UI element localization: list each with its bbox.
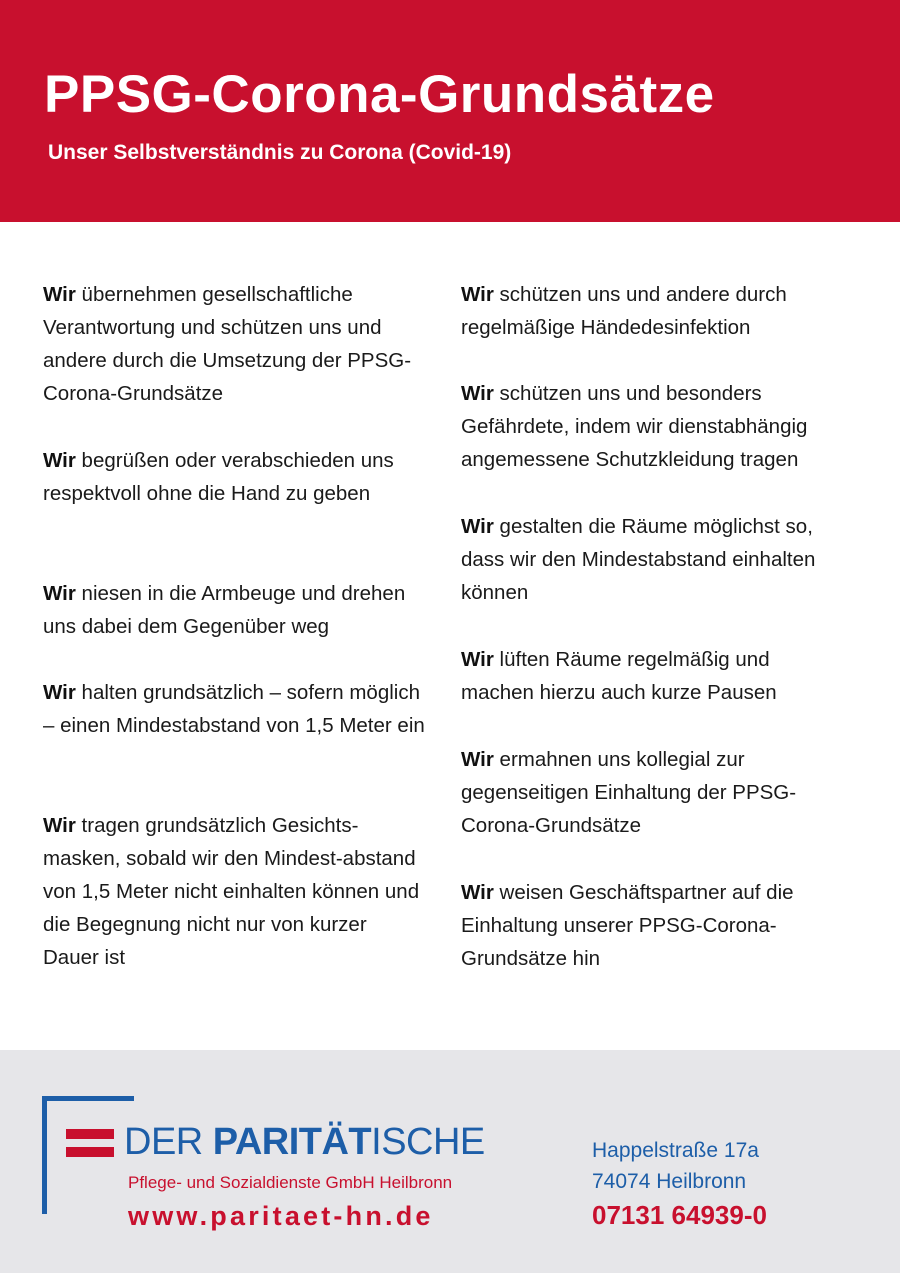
logo-equals-bar-icon bbox=[66, 1129, 114, 1139]
principle-text: weisen Geschäftspartner auf die Einhaltung unserer PPSG-Corona-Grundsätze hin bbox=[461, 881, 794, 970]
brand-bold: PARITÄT bbox=[212, 1121, 372, 1163]
page-subtitle: Unser Selbstverständnis zu Corona (Covid-19) bbox=[48, 141, 512, 164]
principle-keyword: Wir bbox=[461, 515, 494, 538]
brand-wordmark bbox=[124, 1118, 485, 1166]
company-name: Pflege- und Sozialdienste GmbH Heilbronn bbox=[128, 1173, 453, 1192]
principle-text: ermahnen uns kollegial zur gegenseitigen Einhaltung der PPSG-Corona-Grundsätze bbox=[461, 748, 797, 837]
brand-suffix: ISCHE bbox=[371, 1121, 485, 1163]
principle-item bbox=[461, 743, 841, 842]
principle-item bbox=[43, 676, 433, 742]
principle-text: schützen uns und besonders Gefährdete, indem wir dienstabhängig angemessene Schutzkleidung tragen bbox=[461, 382, 808, 471]
principle-text: halten grundsätzlich – sofern möglich – einen Mindestabstand von 1,5 Meter ein bbox=[43, 681, 425, 737]
principle-keyword: Wir bbox=[461, 648, 494, 671]
principle-text: übernehmen gesellschaftliche Verantwortung und schützen uns und andere durch die Umsetzung der PPSG-Corona-Grundsätze bbox=[43, 283, 412, 405]
principle-keyword: Wir bbox=[43, 449, 76, 472]
page-title: PPSG-Corona-Grundsätze bbox=[44, 65, 715, 124]
header-banner bbox=[0, 0, 900, 222]
principle-item bbox=[461, 278, 861, 344]
principle-item bbox=[43, 278, 443, 410]
principle-item bbox=[461, 377, 871, 476]
principle-item bbox=[461, 643, 841, 709]
principle-keyword: Wir bbox=[43, 681, 76, 704]
logo-equals-bar-icon bbox=[66, 1147, 114, 1157]
principle-keyword: Wir bbox=[461, 283, 494, 306]
principle-item bbox=[461, 876, 861, 975]
principle-keyword: Wir bbox=[43, 814, 76, 837]
principle-item bbox=[43, 809, 428, 974]
principle-text: tragen grundsätzlich Gesichts-masken, sobald wir den Mindest-abstand von 1,5 Meter nicht einhalten können und die Begegnung nicht nur von kurzer Dauer ist bbox=[43, 814, 420, 969]
principle-keyword: Wir bbox=[43, 582, 76, 605]
principle-text: begrüßen oder verabschieden uns respektvoll ohne die Hand zu geben bbox=[43, 449, 394, 505]
principle-keyword: Wir bbox=[461, 382, 494, 405]
website-link[interactable]: www.paritaet-hn.de bbox=[128, 1201, 434, 1231]
principle-text: gestalten die Räume möglichst so, dass wir den Mindestabstand einhalten können bbox=[461, 515, 816, 604]
principle-item bbox=[43, 444, 413, 510]
principle-text: niesen in die Armbeuge und drehen uns dabei dem Gegenüber weg bbox=[43, 582, 406, 638]
principle-keyword: Wir bbox=[461, 748, 494, 771]
principle-item bbox=[461, 510, 841, 609]
phone-number[interactable]: 07131 64939-0 bbox=[592, 1200, 767, 1230]
principle-item bbox=[43, 577, 443, 643]
principle-text: lüften Räume regelmäßig und machen hierzu auch kurze Pausen bbox=[461, 648, 777, 704]
address-city: 74074 Heilbronn bbox=[592, 1170, 747, 1193]
principle-text: schützen uns und andere durch regelmäßige Händedesinfektion bbox=[461, 283, 787, 339]
brand-prefix: DER bbox=[124, 1121, 213, 1163]
principle-keyword: Wir bbox=[43, 283, 76, 306]
principle-keyword: Wir bbox=[461, 881, 494, 904]
address-street: Happelstraße 17a bbox=[592, 1139, 759, 1162]
